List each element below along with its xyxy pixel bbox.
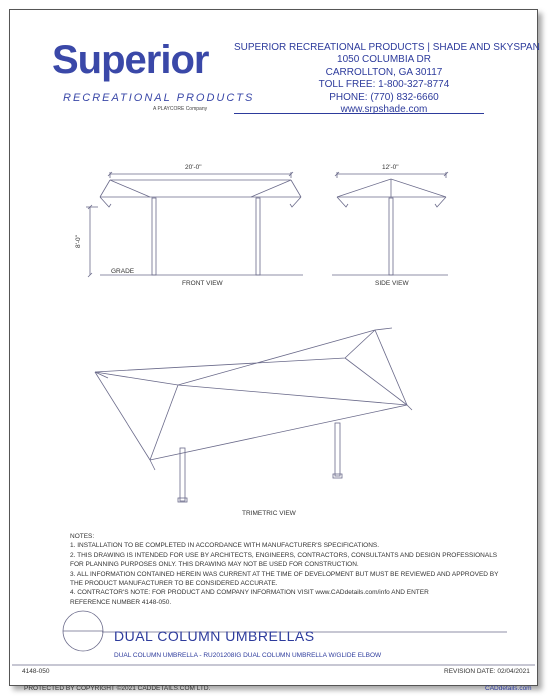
trimetric-columns bbox=[178, 423, 342, 502]
note-line: REFERENCE NUMBER 4148-050. bbox=[70, 598, 172, 606]
caddetails-link[interactable]: CADdetails.com bbox=[485, 685, 532, 692]
front-width-dimension bbox=[108, 172, 293, 178]
logo-wordmark: Superior bbox=[52, 38, 209, 82]
side-view-label: SIDE VIEW bbox=[375, 280, 409, 287]
company-name: SUPERIOR RECREATIONAL PRODUCTS | SHADE AND SKYSPAN bbox=[234, 42, 540, 53]
note-line: THE PRODUCT MANUFACTURER TO BE CONSIDERED ACCURATE. bbox=[70, 580, 278, 588]
height-label: 8'-0" bbox=[74, 235, 82, 248]
drawing-subtitle: DUAL COLUMN UMBRELLA - RU201208IG DUAL COLUMN UMBRELLA W/GLIDE ELBOW bbox=[114, 652, 382, 659]
notes-block bbox=[70, 532, 510, 607]
reference-number: 4148-050 bbox=[22, 668, 50, 675]
front-width-label: 20'-0" bbox=[185, 164, 202, 171]
front-view-columns bbox=[152, 198, 260, 275]
height-dimension bbox=[86, 205, 98, 277]
note-line: 3. ALL INFORMATION CONTAINED HEREIN WAS CURRENT AT THE TIME OF DEVELOPMENT BUT MUST BE REVIEWED AND APPROVED BY bbox=[70, 570, 499, 578]
company-address-1: 1050 COLUMBIA DR bbox=[337, 54, 431, 66]
copyright-notice: PROTECTED BY COPYRIGHT ©2021 CADDETAILS.COM LTD. bbox=[24, 685, 211, 692]
side-width-label: 12'-0" bbox=[382, 164, 399, 171]
company-phone: PHONE: (770) 832-6660 bbox=[329, 91, 439, 103]
logo-subtitle: RECREATIONAL PRODUCTS bbox=[63, 92, 255, 104]
note-line: 1. INSTALLATION TO BE COMPLETED IN ACCORDANCE WITH MANUFACTURER'S SPECIFICATIONS. bbox=[70, 542, 380, 550]
notes-heading: NOTES: bbox=[70, 533, 95, 540]
grade-label: GRADE bbox=[111, 268, 135, 275]
trimetric-view-label: TRIMETRIC VIEW bbox=[242, 510, 296, 517]
revision-date: REVISION DATE: 02/04/2021 bbox=[444, 668, 530, 675]
company-address-2: CARROLLTON, GA 30117 bbox=[325, 66, 443, 78]
side-view-canopy bbox=[337, 179, 446, 207]
trimetric-canopy bbox=[95, 328, 412, 470]
front-view-canopy bbox=[100, 180, 301, 207]
front-view-label: FRONT VIEW bbox=[182, 280, 223, 287]
note-line: 2. THIS DRAWING IS INTENDED FOR USE BY ARCHITECTS, ENGINEERS, CONTRACTORS, CONSULTANTS AND DESIGN PROFESSIONALS bbox=[70, 551, 498, 559]
drawing-sheet bbox=[9, 9, 538, 686]
logo-tagline: A PLAYCORE Company bbox=[153, 106, 208, 112]
side-width-dimension bbox=[335, 172, 448, 178]
drawing-title: DUAL COLUMN UMBRELLAS bbox=[114, 628, 315, 644]
side-view-column bbox=[389, 198, 393, 275]
note-line: 4. CONTRACTOR'S NOTE: FOR PRODUCT AND COMPANY INFORMATION VISIT www.CADdetails.com/info AND ENTER bbox=[70, 589, 429, 597]
company-website: www.srpshade.com bbox=[340, 104, 428, 116]
note-line: FOR PLANNING PURPOSES ONLY. THIS DRAWING MAY NOT BE USED FOR CONSTRUCTION. bbox=[70, 561, 359, 569]
company-toll-free: TOLL FREE: 1-800-327-8774 bbox=[318, 79, 450, 91]
